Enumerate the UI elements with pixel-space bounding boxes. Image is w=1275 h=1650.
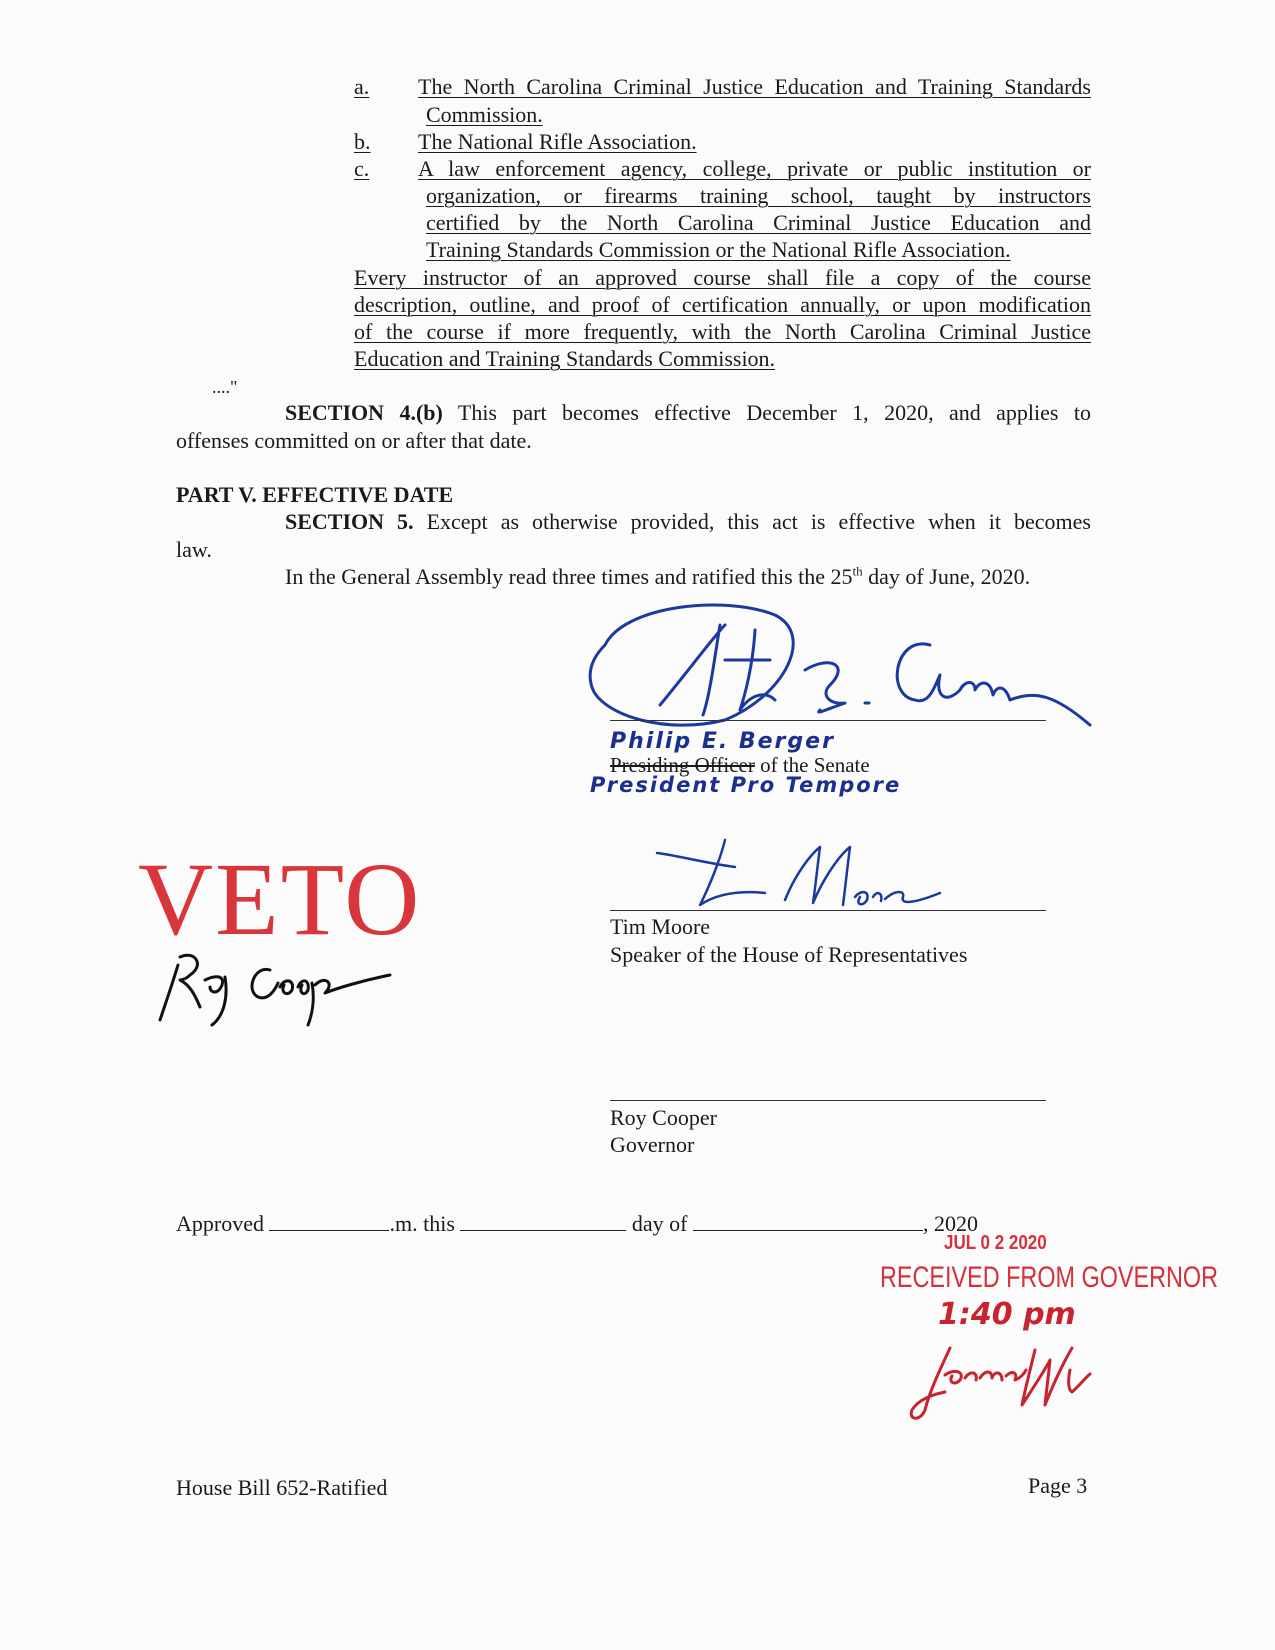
veto-stamp: VETO <box>138 842 422 957</box>
approved-line <box>176 1210 978 1238</box>
instructor-paragraph-line-3: of the course if more frequently, with the North Carolina Criminal Justice <box>354 319 1091 344</box>
section-4b-line-2: offenses committed on or after that date. <box>176 428 532 453</box>
section-5-line-1 <box>285 508 1091 536</box>
house-signature-line <box>610 910 1046 911</box>
received-stamp-date: JUL 0 2 2020 <box>944 1232 1047 1254</box>
senate-struck-title: Presiding Officer <box>610 753 755 777</box>
senate-handwritten-name: Philip E. Berger <box>610 729 835 754</box>
approved-day-blank <box>460 1212 626 1231</box>
house-signature-scribble <box>655 835 945 915</box>
approved-day-of: day of <box>631 1211 688 1236</box>
section-4b-line-1 <box>285 399 1091 427</box>
received-stamp-signature <box>900 1330 1100 1430</box>
list-item-a-line-1: The North Carolina Criminal Justice Education and Training Standards <box>418 74 1091 99</box>
senate-title-suffix: of the Senate <box>754 753 870 777</box>
approved-year: , 2020 <box>922 1211 978 1236</box>
approved-time-blank <box>269 1212 389 1231</box>
list-marker-c: c. <box>354 156 370 181</box>
list-item-c-line-4: Training Standards Commission or the National Rifle Association. <box>426 237 1011 262</box>
list-item-a-line-2: Commission. <box>426 102 543 127</box>
ratified-prefix: In the General Assembly read three times and ratified this the 25 <box>285 564 853 589</box>
instructor-paragraph-line-2: description, outline, and proof of certification annually, or upon modification <box>354 292 1091 317</box>
received-stamp-text: RECEIVED FROM GOVERNOR <box>880 1261 1219 1294</box>
governor-signature-line <box>610 1100 1046 1101</box>
closing-quote-ellipsis: ...." <box>212 377 238 397</box>
governor-title: Governor <box>610 1132 695 1157</box>
list-item-c-line-2: organization, or firearms training school, taught by instructors <box>426 183 1091 208</box>
section-5-heading: SECTION 5. <box>285 509 414 534</box>
part-v-heading: PART V. EFFECTIVE DATE <box>176 482 454 507</box>
approved-month-blank <box>693 1212 923 1231</box>
list-item-c-line-1: A law enforcement agency, college, private or public institution or <box>418 156 1091 181</box>
senate-handwritten-title: President Pro Tempore <box>590 773 902 797</box>
list-item-c-line-3: certified by the North Carolina Criminal Justice Education and <box>426 210 1091 235</box>
list-item-b-line-1: The National Rifle Association. <box>418 129 697 154</box>
governor-veto-signature <box>150 945 400 1030</box>
footer-page-number: Page 3 <box>1028 1473 1088 1498</box>
received-stamp-time: 1:40 pm <box>938 1297 1076 1332</box>
ratified-superscript: th <box>852 563 863 579</box>
section-4b-text: This part becomes effective December 1, 2020, and applies to <box>457 400 1092 425</box>
section-5-line-2: law. <box>176 537 212 562</box>
house-signer-title: Speaker of the House of Representatives <box>610 942 968 967</box>
list-marker-a: a. <box>354 74 370 99</box>
section-5-text: Except as otherwise provided, this act is effective when it becomes <box>426 509 1091 534</box>
approved-m-this: .m. this <box>389 1211 455 1236</box>
governor-name: Roy Cooper <box>610 1105 717 1130</box>
instructor-paragraph-line-1: Every instructor of an approved course shall file a copy of the course <box>354 265 1091 290</box>
house-signer-name: Tim Moore <box>610 914 711 939</box>
section-4b-heading: SECTION 4.(b) <box>285 400 443 425</box>
footer-bill-id: House Bill 652-Ratified <box>176 1475 388 1500</box>
instructor-paragraph-line-4: Education and Training Standards Commission. <box>354 346 776 371</box>
ratified-suffix: day of June, 2020. <box>862 564 1031 589</box>
approved-label: Approved <box>176 1211 264 1236</box>
senate-signature-scribble <box>585 595 1095 735</box>
ratified-statement <box>285 563 1030 591</box>
list-marker-b: b. <box>354 129 371 154</box>
senate-signature-line <box>610 720 1046 721</box>
